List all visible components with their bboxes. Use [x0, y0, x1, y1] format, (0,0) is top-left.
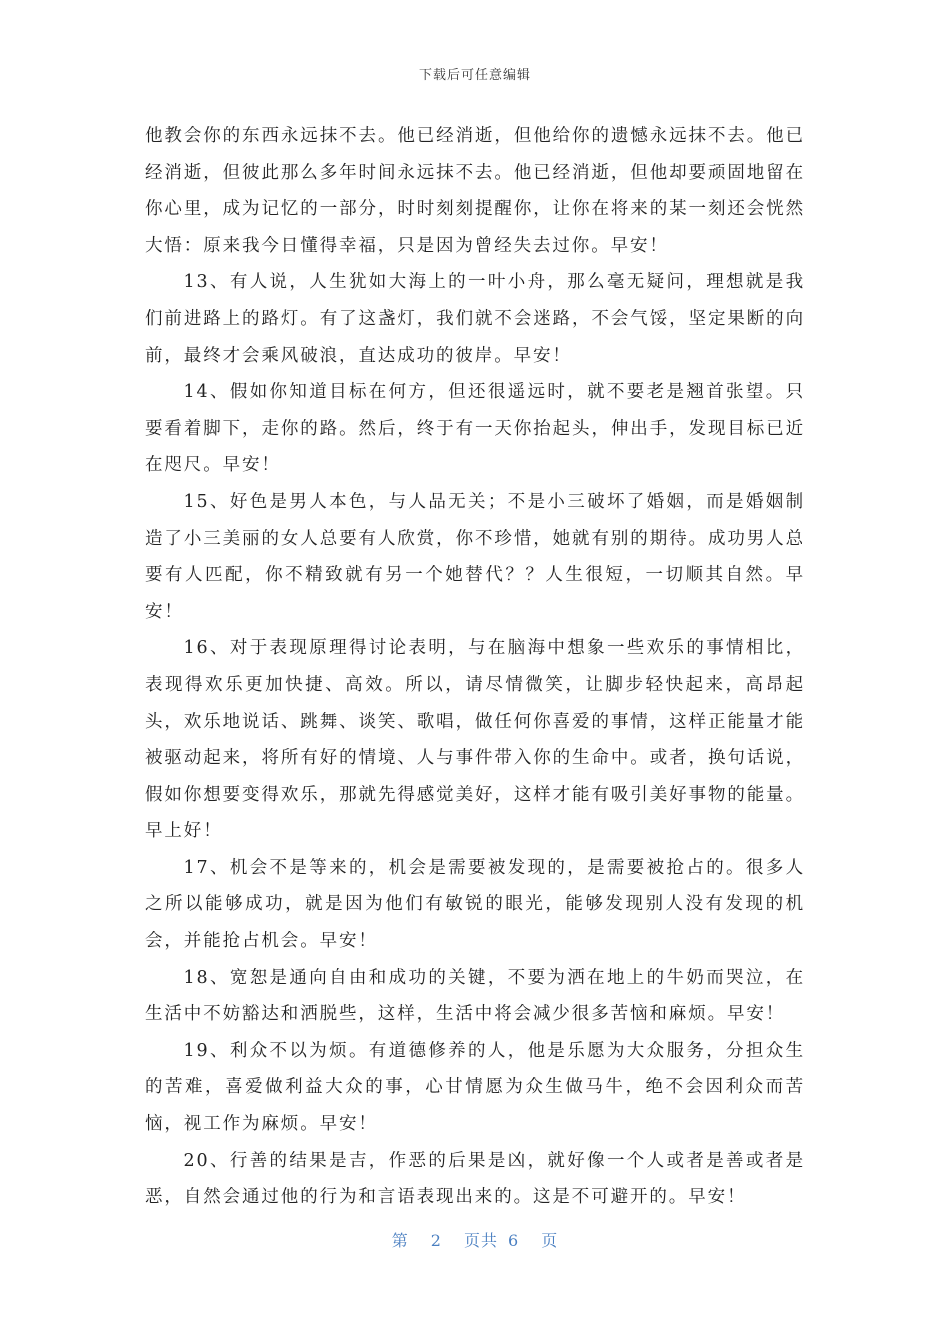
document-body: [145, 118, 805, 1216]
paragraph-continued: 他教会你的东西永远抹不去。他已经消逝，但他给你的遗憾永远抹不去。他已经消逝，但彼此那么多年时间永远抹不去。他已经消逝，但他却要顽固地留在你心里，成为记忆的一部分，时时刻刻提醒你，让你在将来的某一刻还会恍然大悟：原来我今日懂得幸福，只是因为曾经失去过你。早安！: [145, 126, 805, 256]
paragraph-15: 15、好色是男人本色，与人品无关；不是小三破坏了婚姻，而是婚姻制造了小三美丽的女人总要有人欣赏，你不珍惜，她就有别的期待。成功男人总要有人匹配，你不精致就有另一个她替代？？人生很短，一切顺其自然。早安！: [145, 491, 805, 622]
page-footer: [0, 1228, 950, 1251]
paragraph-18: 18、宽恕是通向自由和成功的关键，不要为洒在地上的牛奶而哭泣，在生活中不妨豁达和洒脱些，这样，生活中将会减少很多苦恼和麻烦。早安！: [145, 967, 805, 1025]
footer-prefix: 第: [391, 1231, 409, 1250]
paragraph-17: 17、机会不是等来的，机会是需要被发现的，是需要被抢占的。很多人之所以能够成功，就是因为他们有敏锐的眼光，能够发现别人没有发现的机会，并能抢占机会。早安！: [145, 857, 805, 952]
paragraph-19: 19、利众不以为烦。有道德修养的人，他是乐愿为大众服务，分担众生的苦难，喜爱做利益大众的事，心甘情愿为众生做马牛，绝不会因利众而苦恼，视工作为麻烦。早安！: [145, 1040, 805, 1135]
footer-total-pages: 6: [508, 1231, 520, 1250]
paragraph-20: 20、行善的结果是吉，作恶的后果是凶，就好像一个人或者是善或者是恶，自然会通过他的行为和言语表现出来的。这是不可避开的。早安！: [145, 1150, 805, 1208]
paragraph-13: 13、有人说，人生犹如大海上的一叶小舟，那么毫无疑问，理想就是我们前进路上的路灯。有了这盏灯，我们就不会迷路，不会气馁，坚定果断的向前，最终才会乘风破浪，直达成功的彼岸。早安！: [145, 272, 805, 366]
paragraph-14: 14、假如你知道目标在何方，但还很遥远时，就不要老是翘首张望。只要看着脚下，走你的路。然后，终于有一天你抬起头，伸出手，发现目标已近在咫尺。早安！: [145, 382, 805, 476]
paragraph-16: 16、对于表现原理得讨论表明，与在脑海中想象一些欢乐的事情相比，表现得欢乐更加快捷、高效。所以，请尽情微笑，让脚步轻快起来，高昂起头，欢乐地说话、跳舞、谈笑、歌唱，做任何你喜爱的事情，这样正能量才能被驱动起来，将所有好的情境、人与事件带入你的生命中。或者，换句话说，假如你想要变得欢乐，那就先得感觉美好，这样才能有吸引美好事物的能量。早上好！: [145, 638, 805, 842]
footer-suffix: 页: [541, 1231, 559, 1250]
footer-current-page: 2: [430, 1231, 442, 1250]
footer-middle: 页共: [463, 1231, 498, 1250]
page-header: 下载后可任意编辑: [418, 68, 531, 83]
